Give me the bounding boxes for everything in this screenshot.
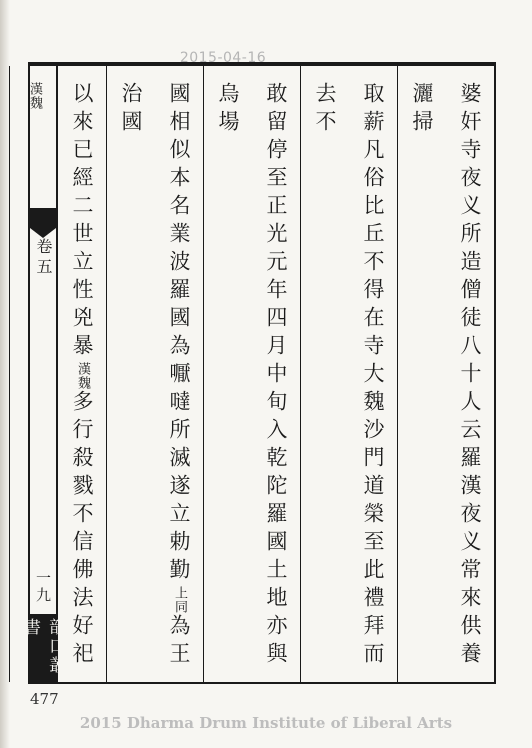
- column-text: 國相似本名業波羅國為嚈噠所滅遂立勅勤: [167, 82, 191, 586]
- publisher-label: 戠口叢書: [30, 614, 56, 684]
- column-text: 取薪凡俗比丘不得在寺大魏沙門道榮至此禮拜而去不: [313, 82, 385, 670]
- text-column: [106, 66, 203, 682]
- text-column: [397, 66, 494, 682]
- fascicle-label: 卷五: [34, 238, 53, 278]
- text-frame: [20, 62, 496, 684]
- watermark-date: 2015-04-16: [179, 50, 267, 66]
- text-column: [300, 66, 397, 682]
- watermark-institute: 2015 Dharma Drum Institute of Liberal Arts: [79, 714, 453, 732]
- page-number: 477: [30, 690, 59, 708]
- column-note: 上同: [172, 586, 187, 614]
- column-note-2: 漢魏: [27, 82, 42, 110]
- column-text: 婆奸寺夜义所造僧徒八十人云羅漢夜义常來供養灑掃: [410, 82, 482, 670]
- column-text-after: 為王治國: [119, 82, 191, 670]
- column-text-after: 多行殺戮不信佛法好祀: [70, 390, 94, 670]
- folio-number: 一九: [34, 570, 52, 604]
- text-column: [0, 66, 9, 682]
- column-text: 以來已經二世立性兇暴: [70, 82, 94, 362]
- text-column: [203, 66, 300, 682]
- column-note: 漢魏: [75, 362, 90, 390]
- column-text: 敢留停至正光元年四月中旬入乾陀羅國土地亦與烏場: [216, 82, 288, 670]
- text-column: [9, 66, 106, 682]
